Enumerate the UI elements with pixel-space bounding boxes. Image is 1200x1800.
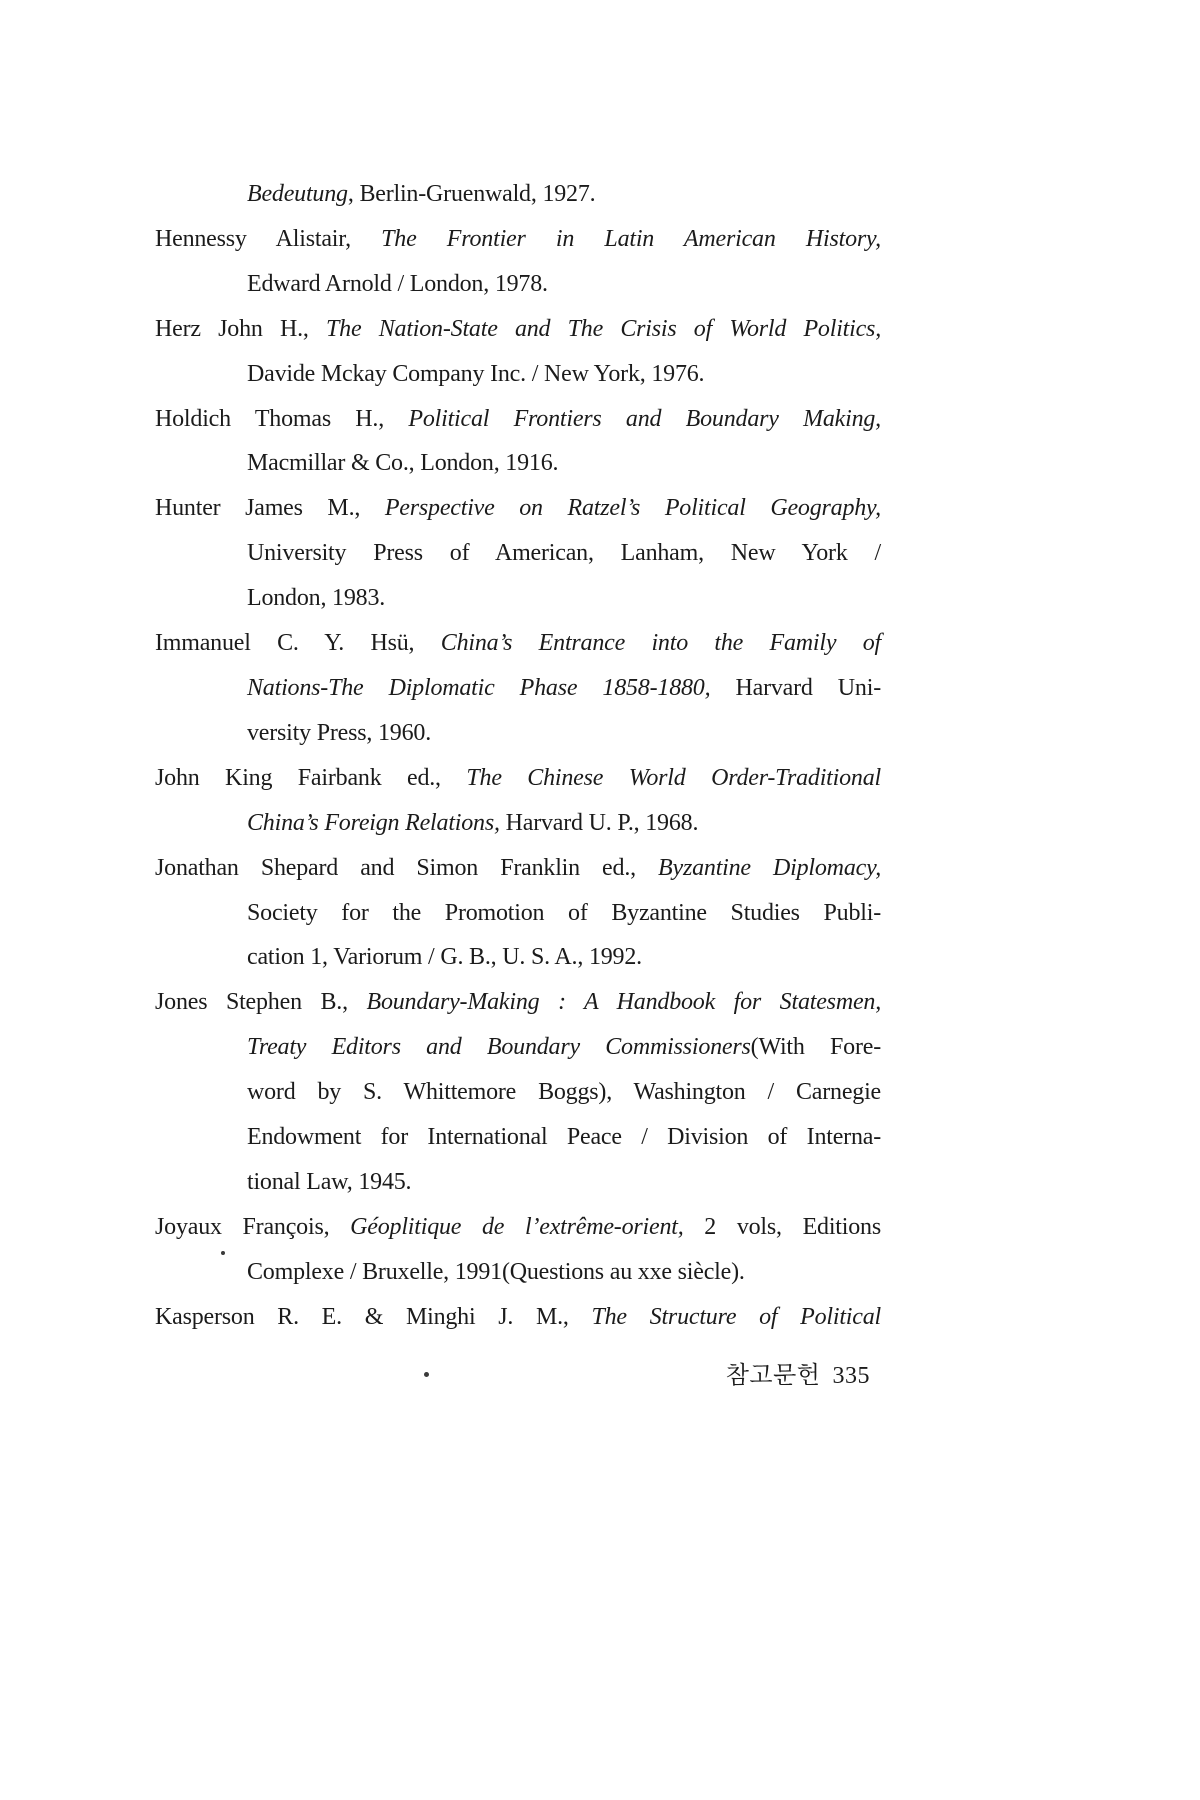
body-text: Kasperson R. E. & Minghi J. M.,	[155, 1303, 592, 1330]
body-text: cation 1, Variorum / G. B., U. S. A., 1992.	[247, 944, 642, 971]
work-title-text: Byzantine Diplomacy,	[658, 854, 881, 881]
bibliography-entry	[155, 172, 881, 217]
bibliography-line	[155, 846, 881, 891]
bibliography-entry	[155, 486, 881, 621]
body-text: Jones Stephen B.,	[155, 989, 367, 1016]
body-text: Harvard Uni-	[710, 674, 881, 701]
body-text: versity Press, 1960.	[247, 719, 431, 746]
bibliography-line	[247, 891, 881, 936]
bibliography-line	[247, 711, 881, 756]
bibliography-line	[155, 621, 881, 666]
scan-speck	[221, 1251, 225, 1255]
work-title-text: Nations-The Diplomatic Phase 1858-1880,	[247, 674, 711, 701]
bibliography-line	[155, 307, 881, 352]
work-title-text: Boundary-Making : A Handbook for Statesmen,	[366, 989, 881, 1016]
bibliography-list	[155, 172, 881, 1340]
bibliography-line	[247, 576, 881, 621]
body-text: Endowment for International Peace / Division of Interna-	[247, 1124, 881, 1151]
bibliography-line	[155, 980, 881, 1025]
body-text: John King Fairbank ed.,	[155, 764, 467, 791]
scan-speck	[424, 1372, 429, 1377]
work-title-text: China’s Foreign Relations,	[247, 809, 500, 836]
footer-section-label: 참고문헌	[725, 1363, 821, 1389]
bibliography-entry	[155, 846, 881, 981]
bibliography-entry	[155, 980, 881, 1205]
bibliography-line	[247, 531, 881, 576]
body-text: Society for the Promotion of Byzantine Studies Publi-	[247, 899, 881, 926]
body-text: Harvard U. P., 1968.	[499, 809, 699, 836]
body-text: Holdich Thomas H.,	[155, 405, 409, 432]
bibliography-line	[247, 352, 881, 397]
body-text: Immanuel C. Y. Hsü,	[155, 630, 441, 657]
body-text: (With Fore-	[750, 1034, 881, 1061]
work-title-text: Political Frontiers and Boundary Making,	[408, 405, 881, 432]
body-text: 2 vols, Editions	[683, 1213, 881, 1240]
body-text: word by S. Whittemore Boggs), Washington / Carnegie	[247, 1079, 881, 1106]
bibliography-entry	[155, 307, 881, 397]
bibliography-entry	[155, 397, 881, 487]
work-title-text: Treaty Editors and Boundary Commissioners	[247, 1034, 751, 1061]
body-text: Davide Mckay Company Inc. / New York, 1976.	[247, 360, 705, 387]
work-title-text: Bedeutung	[247, 181, 348, 207]
bibliography-line	[247, 441, 881, 486]
bibliography-line	[247, 1025, 881, 1070]
bibliography-line	[247, 666, 881, 711]
bibliography-entry	[155, 1205, 881, 1295]
work-title-text: The Chinese World Order-Traditional	[466, 764, 881, 791]
bibliography-line	[247, 1160, 881, 1205]
body-text: Jonathan Shepard and Simon Franklin ed.,	[155, 854, 659, 881]
body-text: Complexe / Bruxelle, 1991(Questions au xxe siècle).	[247, 1258, 745, 1285]
bibliography-line	[247, 801, 881, 846]
bibliography-line	[247, 1070, 881, 1115]
body-text: , Berlin-Gruenwald, 1927.	[347, 181, 596, 207]
bibliography-line	[247, 1250, 881, 1295]
bibliography-entry	[155, 217, 881, 307]
bibliography-entry	[155, 756, 881, 846]
body-text: Hunter James M.,	[155, 495, 385, 522]
bibliography-line	[155, 1295, 881, 1340]
bibliography-line	[247, 172, 881, 217]
bibliography-line	[155, 486, 881, 531]
bibliography-entry	[155, 1295, 881, 1340]
bibliography-line	[247, 1115, 881, 1160]
work-title-text: The Structure of Political	[591, 1303, 881, 1330]
work-title-text: China’s Entrance into the Family of	[440, 630, 881, 657]
bibliography-entry	[155, 621, 881, 756]
work-title-text: The Frontier in Latin American History,	[381, 225, 881, 252]
bibliography-line	[155, 756, 881, 801]
bibliography-line	[155, 217, 881, 262]
work-title-text: Perspective on Ratzel’s Political Geography,	[384, 495, 881, 522]
body-text: Herz John H.,	[155, 315, 327, 342]
body-text: Joyaux François,	[155, 1213, 351, 1240]
body-text: tional Law, 1945.	[247, 1168, 412, 1195]
page-number: 335	[832, 1363, 870, 1389]
body-text: London, 1983.	[247, 585, 386, 612]
work-title-text: Géoplitique de l’extrême-orient,	[350, 1213, 684, 1240]
bibliography-line	[155, 397, 881, 442]
bibliography-line	[247, 935, 881, 980]
body-text: Edward Arnold / London, 1978.	[247, 270, 548, 297]
body-text: University Press of American, Lanham, New York /	[247, 540, 881, 567]
bibliography-line	[247, 262, 881, 307]
page-footer	[726, 1355, 870, 1390]
body-text: Hennessy Alistair,	[155, 225, 382, 252]
bibliography-line	[155, 1205, 881, 1250]
body-text: Macmillar & Co., London, 1916.	[247, 450, 559, 477]
work-title-text: The Nation-State and The Crisis of World Politics,	[326, 315, 881, 342]
